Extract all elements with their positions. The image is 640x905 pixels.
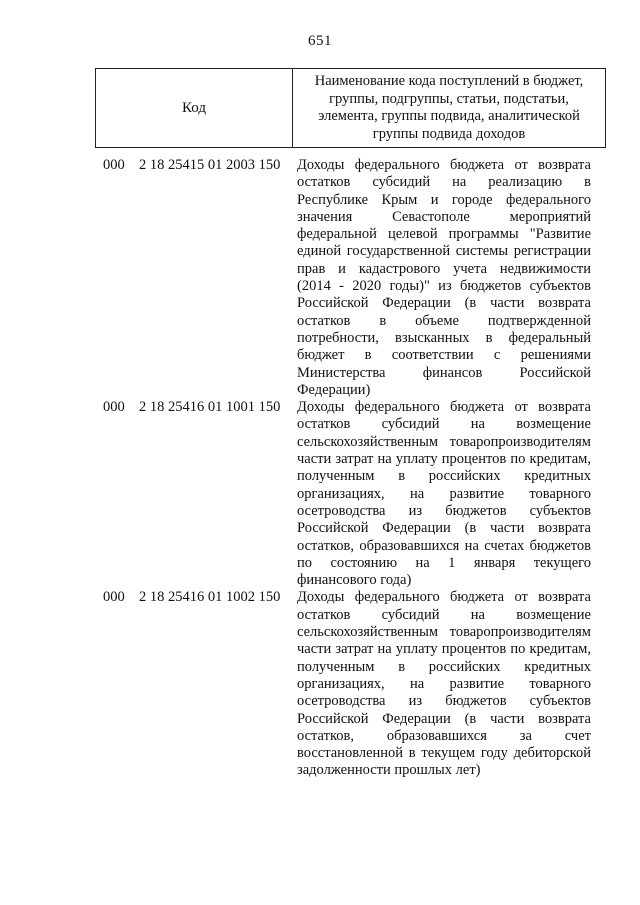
description-line: полученным в российских кредитных	[297, 468, 591, 485]
description-line: сельскохозяйственным товаропроизводителям	[297, 624, 591, 641]
description-line: финансового года)	[297, 572, 412, 589]
description-line: Республике Крым и городе федерального	[297, 191, 591, 208]
table-row	[0, 589, 640, 779]
table-header	[95, 68, 606, 148]
description-line: остатков субсидий на реализацию в	[297, 174, 591, 191]
description-line: Доходы федерального бюджета от возврата	[297, 399, 591, 416]
description-line: Федерации)	[297, 381, 371, 398]
table-row	[0, 157, 640, 399]
description-line: потребности, взысканных в федеральный	[297, 329, 591, 346]
header-name-cell: Наименование кода поступлений в бюджет, группы, подгруппы, статьи, подстатьи, элемента, группы подвида, аналитической группы подвида доходов	[314, 73, 584, 142]
income-code: 2 18 25416 01 1002 150	[139, 589, 281, 606]
description-line: единой государственной системы регистрации	[297, 243, 591, 260]
description-line: организациях, на развитие товарного	[297, 485, 591, 502]
admin-code: 000	[103, 589, 125, 606]
description-line: значения Севастополе мероприятий	[297, 208, 591, 225]
description-line: остатков субсидий на возмещение	[297, 606, 591, 623]
admin-code: 000	[103, 157, 125, 173]
description-line: по состоянию на 1 января текущего	[297, 554, 591, 571]
description-line: бюджет в соответствии с решениями	[297, 347, 591, 364]
table-body	[0, 157, 640, 780]
income-description	[297, 399, 591, 589]
description-line: Доходы федерального бюджета от возврата	[297, 589, 591, 606]
admin-code: 000	[103, 399, 125, 416]
description-line: Министерства финансов Российской	[297, 364, 591, 381]
header-code-cell: Код	[96, 69, 293, 147]
description-line: остатков, образовавшихся на счетах бюджетов	[297, 537, 591, 554]
description-line: организациях, на развитие товарного	[297, 675, 591, 692]
description-line: восстановленной в текущем году дебиторской	[297, 745, 591, 762]
income-description	[297, 589, 591, 779]
description-line: остатков субсидий на возмещение	[297, 416, 591, 433]
income-code: 2 18 25416 01 1001 150	[139, 399, 281, 416]
description-line: федеральной целевой программы "Развитие	[297, 226, 591, 243]
description-line: (2014 - 2020 годы)" из бюджетов субъектов	[297, 278, 591, 295]
description-line: части затрат на уплату процентов по кредитам,	[297, 451, 591, 468]
description-line: прав и кадастрового учета недвижимости	[297, 260, 591, 277]
income-description	[297, 157, 591, 399]
description-line: задолженности прошлых лет)	[297, 762, 481, 779]
description-line: полученным в российских кредитных	[297, 658, 591, 675]
income-code: 2 18 25415 01 2003 150	[139, 157, 281, 173]
description-line: остатков, образовавшихся за счет	[297, 727, 591, 744]
page-number: 651	[308, 33, 332, 49]
description-line: Российской Федерации (в части возврата	[297, 295, 591, 312]
description-line: Российской Федерации (в части возврата	[297, 520, 591, 537]
description-line: сельскохозяйственным товаропроизводителям	[297, 433, 591, 450]
description-line: Российской Федерации (в части возврата	[297, 710, 591, 727]
description-line: части затрат на уплату процентов по кредитам,	[297, 641, 591, 658]
table-row	[0, 399, 640, 589]
description-line: осетроводства из бюджетов субъектов	[297, 693, 591, 710]
description-line: осетроводства из бюджетов субъектов	[297, 502, 591, 519]
description-line: Доходы федерального бюджета от возврата	[297, 157, 591, 173]
description-line: остатков в объеме подтвержденной	[297, 312, 591, 329]
